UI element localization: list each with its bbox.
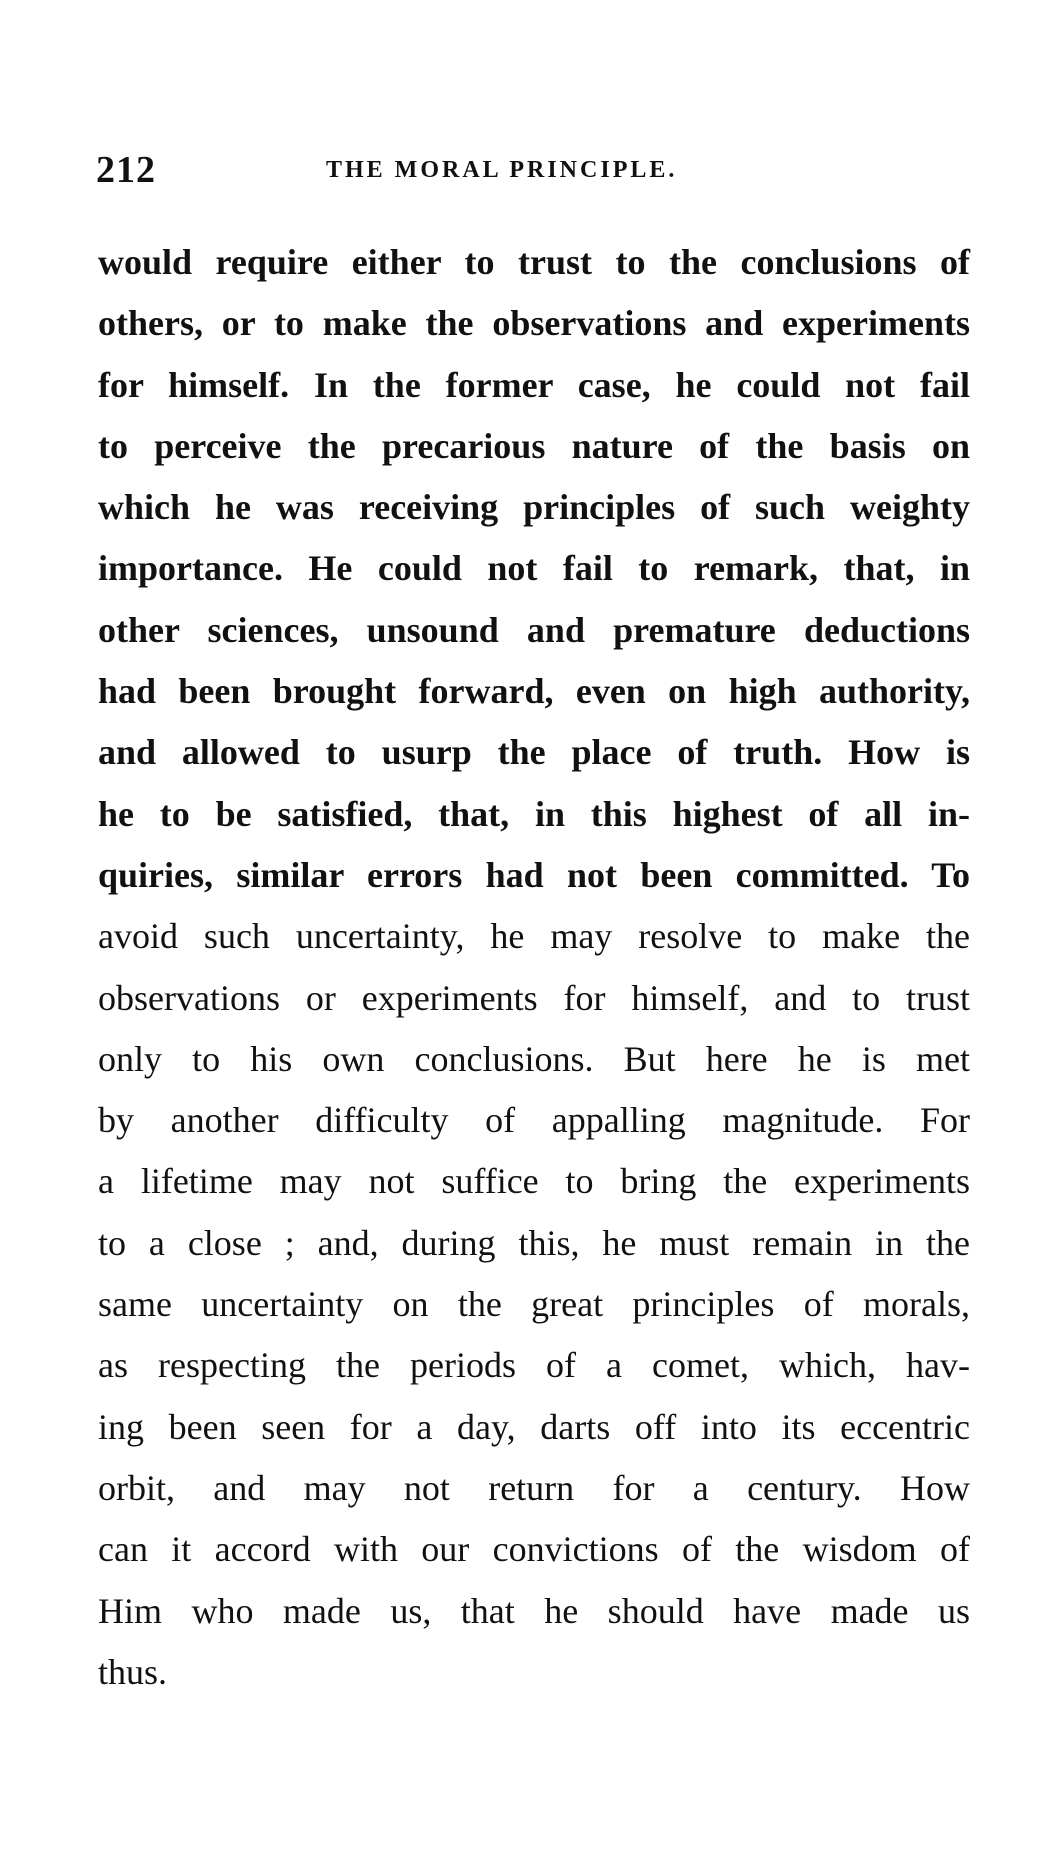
text-line: can it accord with our convictions of the wisdom of [98,1529,970,1570]
text-line: only to his own conclusions. But here he is met [98,1038,970,1079]
text-line: quiries, similar errors had not been committed. To [98,854,970,895]
text-line: thus. [98,1651,168,1692]
text-line: to a close ; and, during this, he must remain in the [98,1222,970,1263]
text-line: as respecting the periods of a comet, which, hav- [98,1345,970,1386]
running-title: THE MORAL PRINCIPLE. [326,157,678,183]
text-line: Him who made us, that he should have made us [98,1590,970,1631]
text-line: same uncertainty on the great principles of morals, [98,1284,970,1325]
text-line: to perceive the precarious nature of the basis on [98,425,970,466]
text-line: orbit, and may not return for a century. How [98,1467,970,1508]
text-line: avoid such uncertainty, he may resolve to make the [98,916,970,957]
body-text [98,232,970,1703]
text-line: he to be satisfied, that, in this highest of all in- [98,793,970,834]
text-line: a lifetime may not suffice to bring the experiments [98,1161,970,1202]
text-line: by another difficulty of appalling magnitude. For [98,1100,970,1141]
text-line: observations or experiments for himself, and to trust [98,977,970,1018]
text-line: for himself. In the former case, he could not fail [98,364,970,405]
text-line: others, or to make the observations and experiments [98,303,970,344]
text-line: which he was receiving principles of such weighty [98,487,970,528]
page-number: 212 [96,149,156,191]
text-line: importance. He could not fail to remark, that, in [98,548,970,589]
text-line: and allowed to usurp the place of truth. How is [98,732,970,773]
text-line: ing been seen for a day, darts off into its eccentric [98,1406,970,1447]
text-line: had been brought forward, even on high authority, [98,671,970,712]
running-head [96,148,976,192]
text-line: other sciences, unsound and premature deductions [98,609,970,650]
text-line: would require either to trust to the conclusions of [98,242,970,282]
